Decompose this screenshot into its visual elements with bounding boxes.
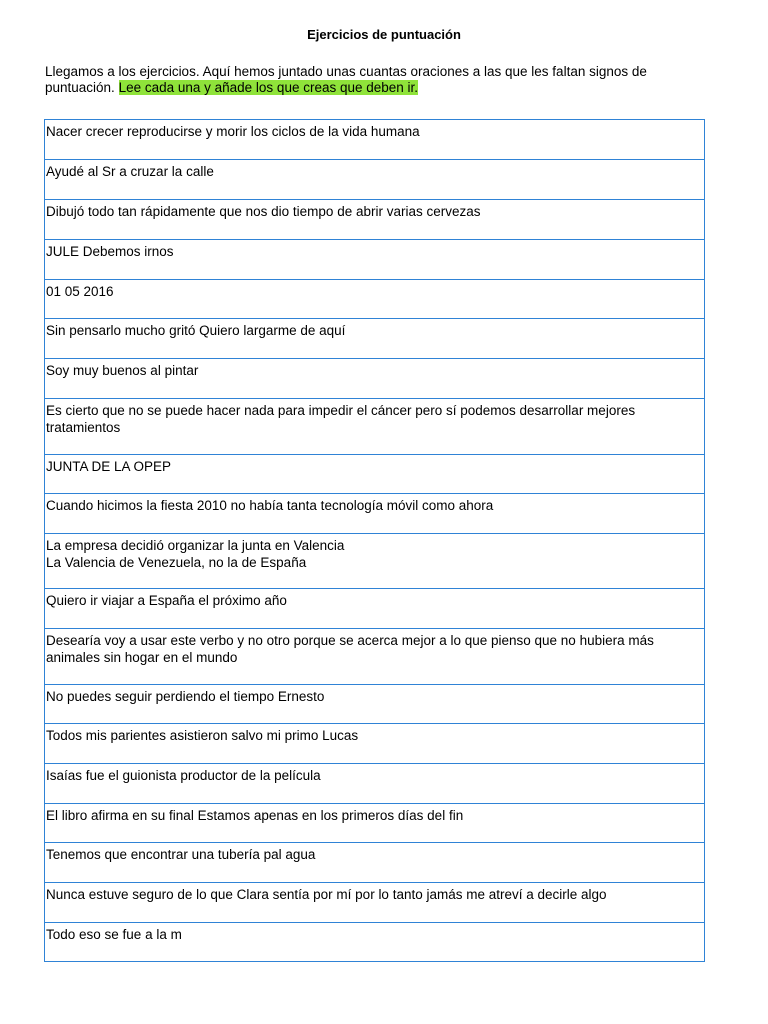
- exercise-sentence: Sin pensarlo mucho gritó Quiero largarme de aquí: [45, 319, 705, 359]
- table-row: [45, 804, 705, 843]
- exercise-sentence: Dibujó todo tan rápidamente que nos dio tiempo de abrir varias cervezas: [45, 200, 705, 240]
- exercise-sentence: Nacer crecer reproducirse y morir los ciclos de la vida humana: [45, 120, 705, 160]
- exercise-sentence: Todos mis parientes asistieron salvo mi primo Lucas: [45, 724, 705, 764]
- exercise-sentence: Soy muy buenos al pintar: [45, 359, 705, 399]
- table-row: [45, 843, 705, 883]
- table-row: [45, 280, 705, 319]
- exercise-sentence: Desearía voy a usar este verbo y no otro porque se acerca mejor a lo que pienso que no hubiera más animales sin hogar en el mundo: [45, 629, 705, 685]
- table-row: [45, 589, 705, 629]
- exercise-sentence: Tenemos que encontrar una tubería pal agua: [45, 843, 705, 883]
- exercise-sentence: No puedes seguir perdiendo el tiempo Ernesto: [45, 685, 705, 724]
- table-row: [45, 923, 705, 962]
- intro-paragraph: [45, 64, 705, 96]
- table-row: [45, 883, 705, 923]
- table-row: [45, 359, 705, 399]
- exercise-sentence: Ayudé al Sr a cruzar la calle: [45, 160, 705, 200]
- table-row: [45, 120, 705, 160]
- exercise-sentence: El libro afirma en su final Estamos apenas en los primeros días del fin: [45, 804, 705, 843]
- exercise-sentence: Nunca estuve seguro de lo que Clara sentía por mí por lo tanto jamás me atreví a decirle algo: [45, 883, 705, 923]
- exercise-sentence: Todo eso se fue a la m: [45, 923, 705, 962]
- exercise-sentence: JUNTA DE LA OPEP: [45, 455, 705, 494]
- page-title: Ejercicios de puntuación: [307, 27, 461, 42]
- table-row: [45, 724, 705, 764]
- exercise-sentence: 01 05 2016: [45, 280, 705, 319]
- table-row: [45, 629, 705, 685]
- exercise-sentence: Es cierto que no se puede hacer nada para impedir el cáncer pero sí podemos desarrollar mejores tratamientos: [45, 399, 705, 455]
- table-row: [45, 399, 705, 455]
- table-row: [45, 200, 705, 240]
- table-row: [45, 240, 705, 280]
- table-row: [45, 455, 705, 494]
- table-row: [45, 319, 705, 359]
- intro-text: Llegamos a los ejercicios. Aquí hemos juntado unas cuantas oraciones a las que les faltan signos de puntuación.: [45, 64, 647, 95]
- intro-highlighted-text: Lee cada una y añade los que creas que deben ir.: [118, 80, 419, 95]
- table-row: [45, 494, 705, 534]
- table-row: [45, 160, 705, 200]
- table-row: [45, 534, 705, 589]
- exercise-sentence: JULE Debemos irnos: [45, 240, 705, 280]
- table-row: [45, 764, 705, 804]
- table-row: [45, 685, 705, 724]
- exercise-table: [44, 119, 705, 962]
- exercise-sentence: Cuando hicimos la fiesta 2010 no había tanta tecnología móvil como ahora: [45, 494, 705, 534]
- exercise-sentence: Isaías fue el guionista productor de la película: [45, 764, 705, 804]
- exercise-sentence: La empresa decidió organizar la junta en Valencia La Valencia de Venezuela, no la de España: [45, 534, 705, 589]
- exercise-sentence: Quiero ir viajar a España el próximo año: [45, 589, 705, 629]
